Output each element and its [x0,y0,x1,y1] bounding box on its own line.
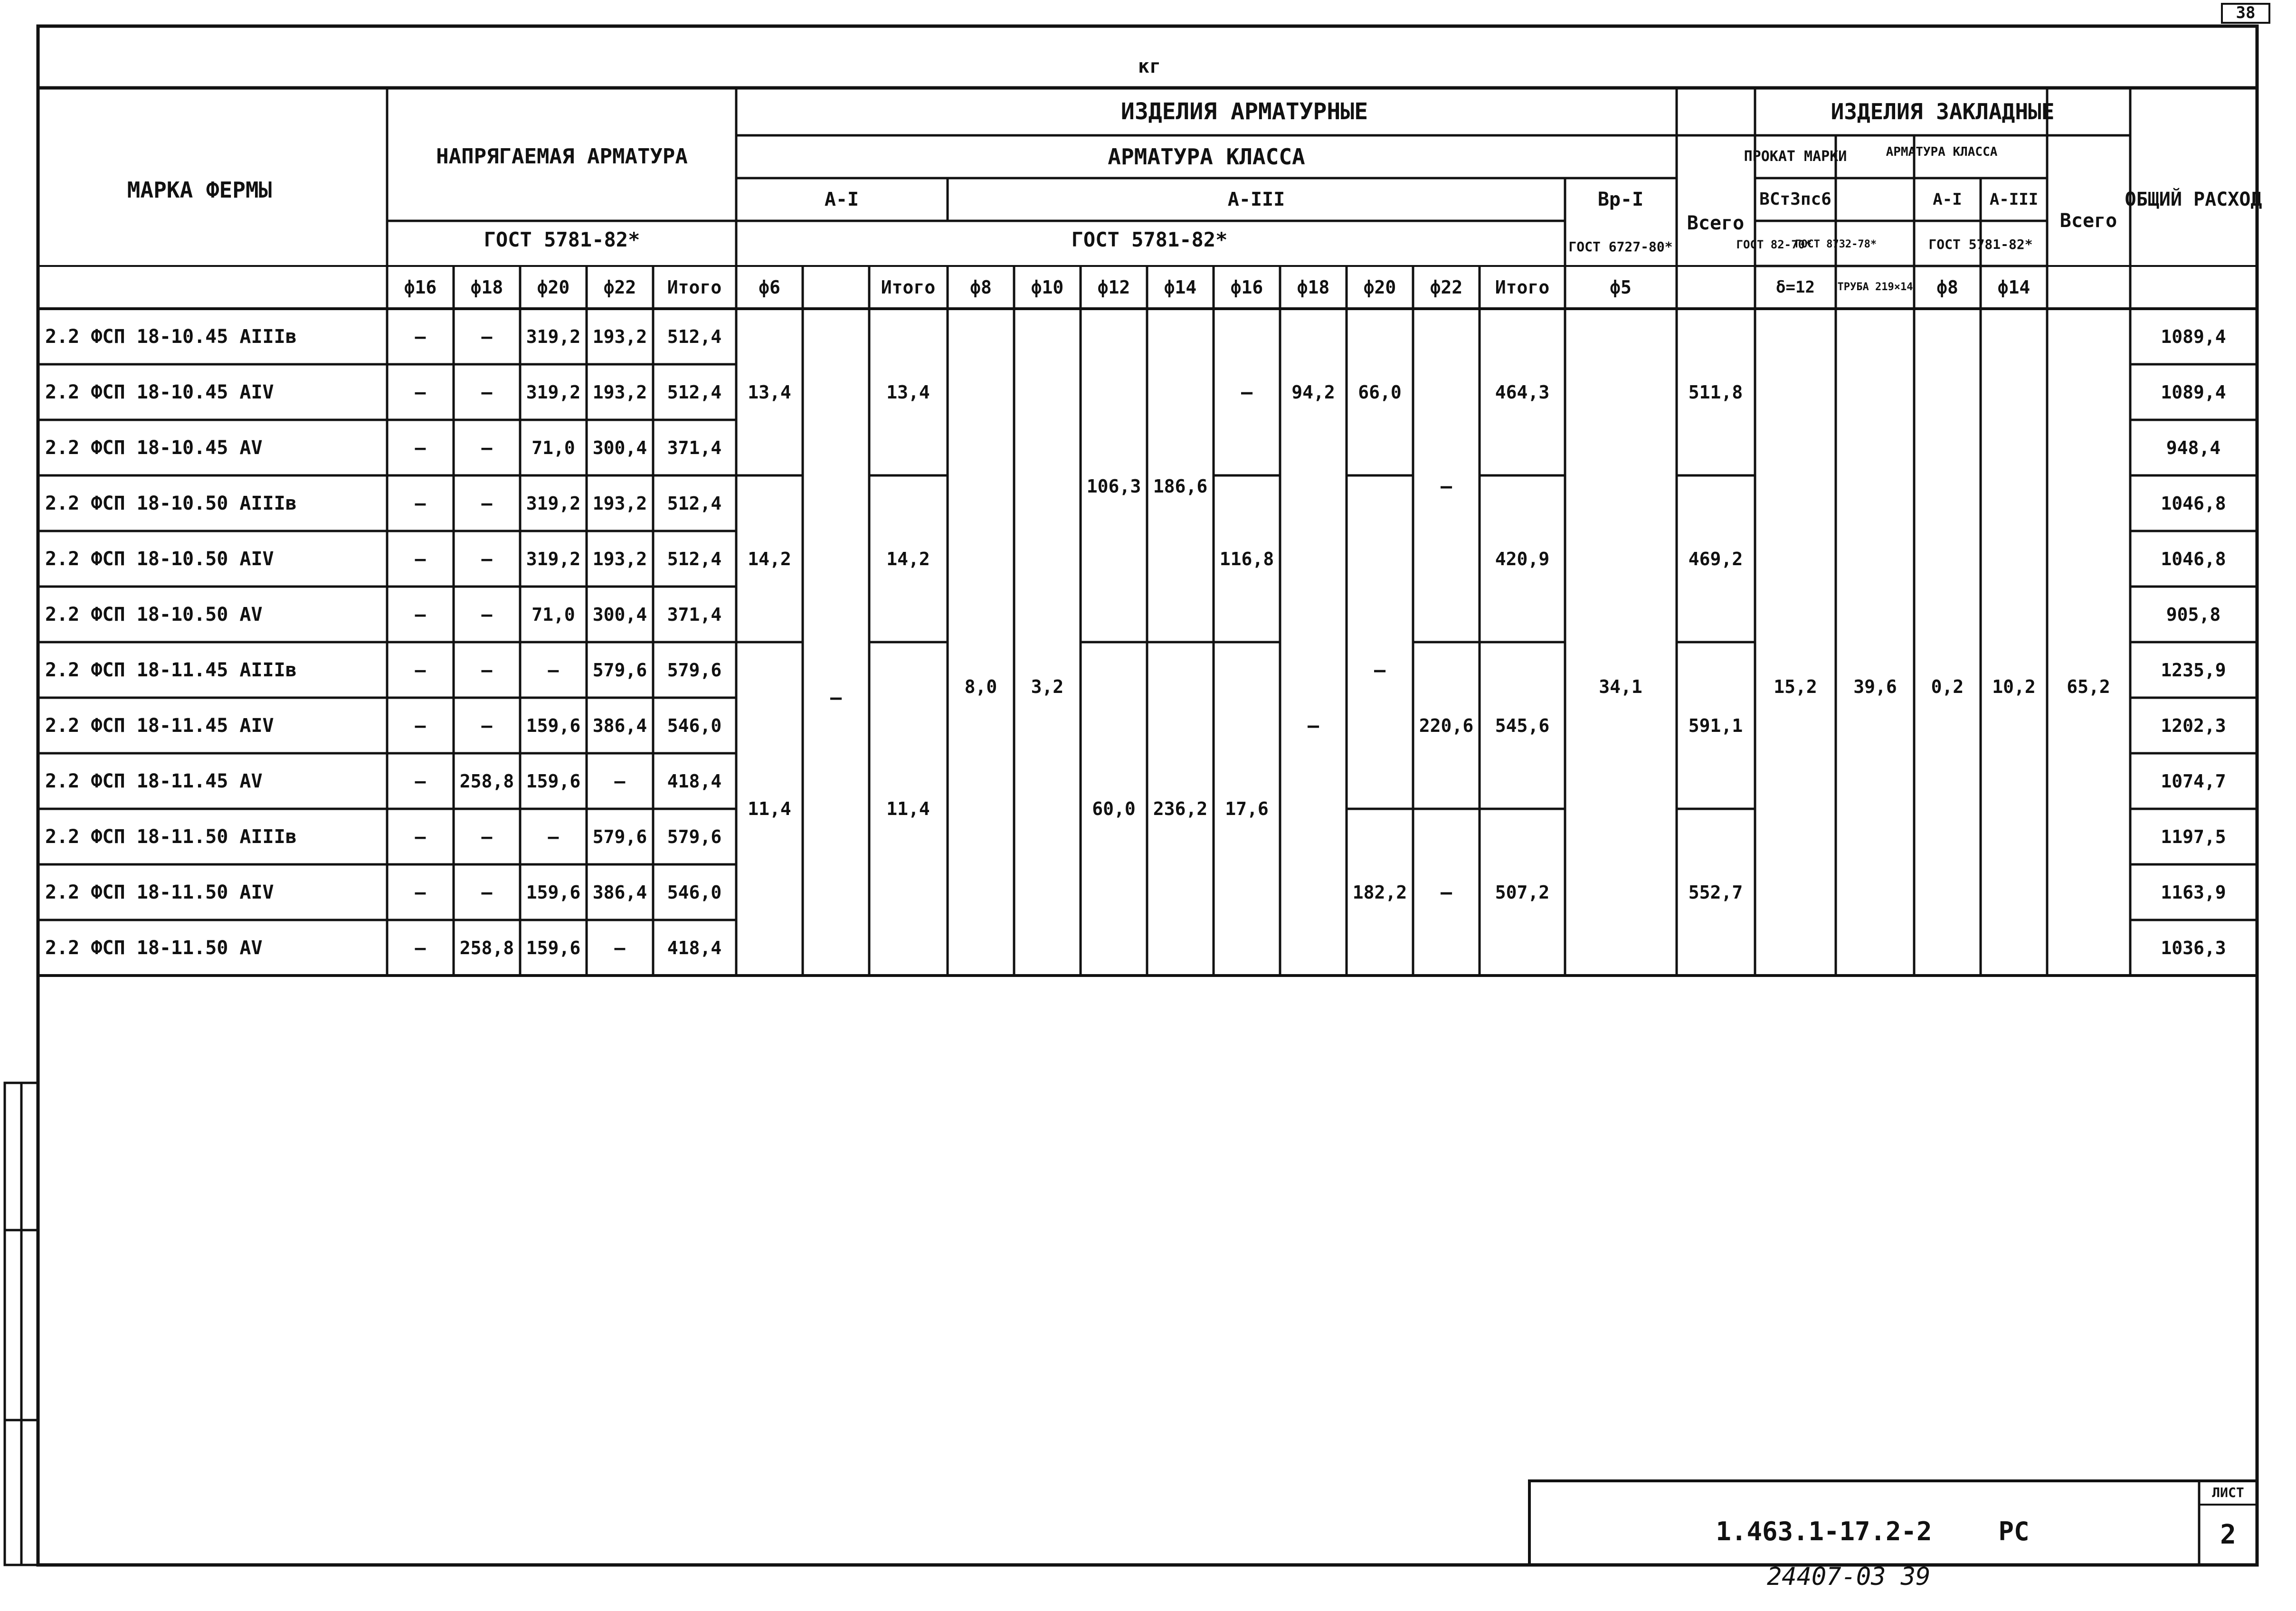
column-label: Итого [667,277,722,298]
prestressed-cell: 159,6 [526,770,581,792]
row-mark: 2.2 ФСП 18-10.45 АIIIв [45,325,297,348]
prestressed-cell: 512,4 [667,548,722,569]
rebar-products-header: ИЗДЕЛИЯ АРМАТУРНЫЕ [1120,98,1368,125]
vr-gost-label: ГОСТ 6727-80* [1568,239,1673,255]
gost-82-label: ГОСТ 82-70* [1736,238,1812,251]
rolled-grade-label: ПРОКАТ МАРКИ [1744,148,1847,165]
prestressed-cell: 546,0 [667,881,722,903]
f16-value: — [1241,381,1253,403]
column-label: Итого [881,277,936,298]
emb-f8-value: 0,2 [1931,676,1964,697]
a1-total: 11,4 [886,798,930,819]
column-label: ф22 [1430,277,1463,298]
prestressed-cell: — [481,659,493,681]
f20-value: 182,2 [1352,881,1407,903]
emb-pipe-value: 39,6 [1853,676,1897,697]
doc-type: РС [1998,1516,2030,1546]
prestressed-cell: — [548,659,559,681]
row-mark: 2.2 ФСП 18-11.50 АIIIв [45,825,297,848]
emb-a1-label: А-I [1933,190,1962,209]
prestressed-cell: 300,4 [592,604,647,625]
overall-cell: 1089,4 [2161,381,2226,403]
a3-total: 420,9 [1495,548,1550,569]
a3-total: 545,6 [1495,715,1550,736]
prestressed-cell: 193,2 [592,381,647,403]
prestressed-cell: 386,4 [592,881,647,903]
overall-cell: 1235,9 [2161,659,2226,681]
row-mark: 2.2 ФСП 18-11.45 АV [45,770,263,792]
prestressed-cell: 319,2 [526,326,581,347]
a1-total: 13,4 [886,381,930,403]
overall-cell: 1197,5 [2161,826,2226,847]
prestressed-cell: — [415,881,426,903]
prestressed-cell: — [481,548,493,569]
prestressed-cell: 258,8 [459,937,514,958]
a1-total: 14,2 [886,548,930,569]
column-label: ф18 [1297,277,1330,298]
row-mark: 2.2 ФСП 18-11.50 АV [45,937,263,959]
f5-value: 34,1 [1599,676,1642,697]
prestressed-cell: — [481,715,493,736]
overall-cell: 948,4 [2166,437,2221,458]
f20-value: 66,0 [1358,381,1402,403]
overall-cell: 1046,8 [2161,548,2226,569]
prestressed-cell: 258,8 [459,770,514,792]
footer-stamp: 24407-03 39 [1767,1563,1931,1591]
prestressed-cell: 319,2 [526,381,581,403]
doc-code: 1.463.1-17.2-2 [1716,1516,1932,1546]
column-label: Итого [1495,277,1550,298]
prestressed-cell: 71,0 [531,604,575,625]
prestressed-cell: — [415,326,426,347]
gost-8732-label: ГОСТ 8732-78* [1794,238,1877,250]
overall-cell: 1202,3 [2161,715,2226,736]
prestressed-cell: — [415,548,426,569]
f18-value: 94,2 [1291,381,1335,403]
prestressed-cell: — [614,770,626,792]
prestressed-cell: 546,0 [667,715,722,736]
f16-value: 17,6 [1225,798,1269,819]
prestressed-cell: 193,2 [592,326,647,347]
column-label: ф8 [1936,277,1958,298]
mark-column-header: МАРКА ФЕРМЫ [127,177,272,203]
f6-value: 13,4 [748,381,791,403]
prestressed-cell: — [481,493,493,514]
unit-label: кг [1138,56,1161,77]
prestressed-cell: — [415,604,426,625]
f8-value: 8,0 [964,676,997,697]
prestressed-cell: 418,4 [667,770,722,792]
steel-grade-label: ВСт3пс6 [1759,190,1831,209]
row-mark: 2.2 ФСП 18-10.50 АIIIв [45,492,297,514]
emb-rebar-class-label: АРМАТУРА КЛАССА [1886,145,1998,159]
f22-value: — [1440,475,1452,498]
row-mark: 2.2 ФСП 18-10.50 АV [45,603,263,625]
overall-header: ОБЩИЙ РАСХОД [2125,189,2262,210]
column-label: ф14 [1997,277,2030,298]
row-mark: 2.2 ФСП 18-10.45 АV [45,436,263,459]
prestressed-cell: 71,0 [531,437,575,458]
prestressed-cell: 319,2 [526,493,581,514]
f14-value: 186,6 [1153,476,1208,497]
prestressed-cell: — [415,826,426,847]
row-mark: 2.2 ФСП 18-11.45 АIV [45,714,274,737]
prestressed-cell: — [481,326,493,347]
column-label: ф12 [1097,277,1130,298]
prestressed-cell: 371,4 [667,604,722,625]
rebar-class-header: АРМАТУРА КЛАССА [1108,144,1305,170]
column-label: ф8 [970,277,992,298]
f22-value: 220,6 [1419,715,1474,736]
rebar-total: 552,7 [1688,881,1743,903]
emb-f14-value: 10,2 [1992,676,2036,697]
prestressed-cell: — [481,437,493,458]
emb-plate-value: 15,2 [1774,676,1817,697]
prestressed-cell: — [415,937,426,958]
prestressed-cell: — [415,493,426,514]
emb-total-value: 65,2 [2067,676,2110,697]
emb-a3-label: А-III [1989,190,2039,209]
column-label: ф16 [404,277,437,298]
embedded-header: ИЗДЕЛИЯ ЗАКЛАДНЫЕ [1831,99,2055,124]
prestressed-cell: — [614,937,626,958]
row-mark: 2.2 ФСП 18-11.45 АIIIв [45,659,297,681]
class-a3-label: А-III [1227,189,1285,210]
column-label: ф22 [603,277,636,298]
prestressed-cell: 418,4 [667,937,722,958]
row-mark: 2.2 ФСП 18-10.50 АIV [45,548,274,570]
prestressed-cell: 512,4 [667,381,722,403]
prestressed-cell: — [415,770,426,792]
embedded-total-header: Всего [2059,210,2117,232]
prestressed-cell: 193,2 [592,493,647,514]
prestressed-cell: — [481,604,493,625]
prestressed-cell: 579,6 [592,659,647,681]
prestressed-cell: — [548,826,559,847]
column-label: ф16 [1230,277,1263,298]
column-label: ф14 [1164,277,1197,298]
prestressed-cell: — [481,381,493,403]
prestressed-cell: 193,2 [592,548,647,569]
dash-cell: — [830,687,842,709]
prestressed-header: НАПРЯГАЕМАЯ АРМАТУРА [436,144,688,169]
prestressed-cell: 579,6 [592,826,647,847]
row-mark: 2.2 ФСП 18-10.45 АIV [45,381,274,403]
overall-cell: 1046,8 [2161,493,2226,514]
prestressed-cell: 371,4 [667,437,722,458]
prestressed-cell: — [415,437,426,458]
class-a1-label: А-I [824,189,859,210]
column-label: ф18 [470,277,503,298]
overall-cell: 1089,4 [2161,326,2226,347]
column-label: ф6 [759,277,780,298]
a3-total: 464,3 [1495,381,1550,403]
f14-value: 236,2 [1153,798,1208,819]
f10-value: 3,2 [1031,676,1064,697]
column-label: ф10 [1031,277,1064,298]
prestressed-cell: 159,6 [526,881,581,903]
row-mark: 2.2 ФСП 18-11.50 АIV [45,881,274,903]
overall-cell: 905,8 [2166,604,2221,625]
prestressed-cell: 300,4 [592,437,647,458]
rebar-total: 511,8 [1688,381,1743,403]
prestressed-cell: 159,6 [526,715,581,736]
overall-cell: 1074,7 [2161,770,2226,792]
column-label: ф5 [1610,277,1632,298]
prestressed-cell: — [415,715,426,736]
prestressed-cell: — [415,381,426,403]
prestressed-cell: 159,6 [526,937,581,958]
rebar-total: 591,1 [1688,715,1743,736]
prestressed-cell: 386,4 [592,715,647,736]
column-label: ф20 [1363,277,1396,298]
overall-cell: 1036,3 [2161,937,2226,958]
sheet-number: 2 [2220,1519,2236,1550]
prestressed-cell: — [415,659,426,681]
f20-value: — [1374,659,1386,681]
f16-value: 116,8 [1219,548,1274,569]
rebar-total-header: Всего [1687,212,1745,234]
prestressed-gost: ГОСТ 5781-82* [484,228,640,251]
corner-sheet-number: 38 [2236,3,2256,22]
prestressed-cell: 579,6 [667,826,722,847]
f22-value: — [1440,881,1452,903]
f18-value: — [1307,714,1319,737]
f6-value: 14,2 [748,548,791,569]
prestressed-cell: 512,4 [667,326,722,347]
emb-gost-label: ГОСТ 5781-82* [1928,237,2033,252]
prestressed-cell: — [481,826,493,847]
rebar-total: 469,2 [1688,548,1743,569]
prestressed-cell: — [481,881,493,903]
f12-value: 60,0 [1092,798,1136,819]
pipe-label: ТРУБА 219×14 [1837,281,1913,293]
class-vr1-label: Вр-I [1597,189,1644,210]
column-label: δ=12 [1776,278,1815,297]
overall-cell: 1163,9 [2161,881,2226,903]
f12-value: 106,3 [1086,476,1141,497]
class-gost-label: ГОСТ 5781-82* [1071,228,1228,251]
sheet-label: ЛИСТ [2212,1485,2244,1500]
a3-total: 507,2 [1495,881,1550,903]
prestressed-cell: 512,4 [667,493,722,514]
column-label: ф20 [537,277,570,298]
prestressed-cell: 319,2 [526,548,581,569]
prestressed-cell: 579,6 [667,659,722,681]
f6-value: 11,4 [748,798,791,819]
